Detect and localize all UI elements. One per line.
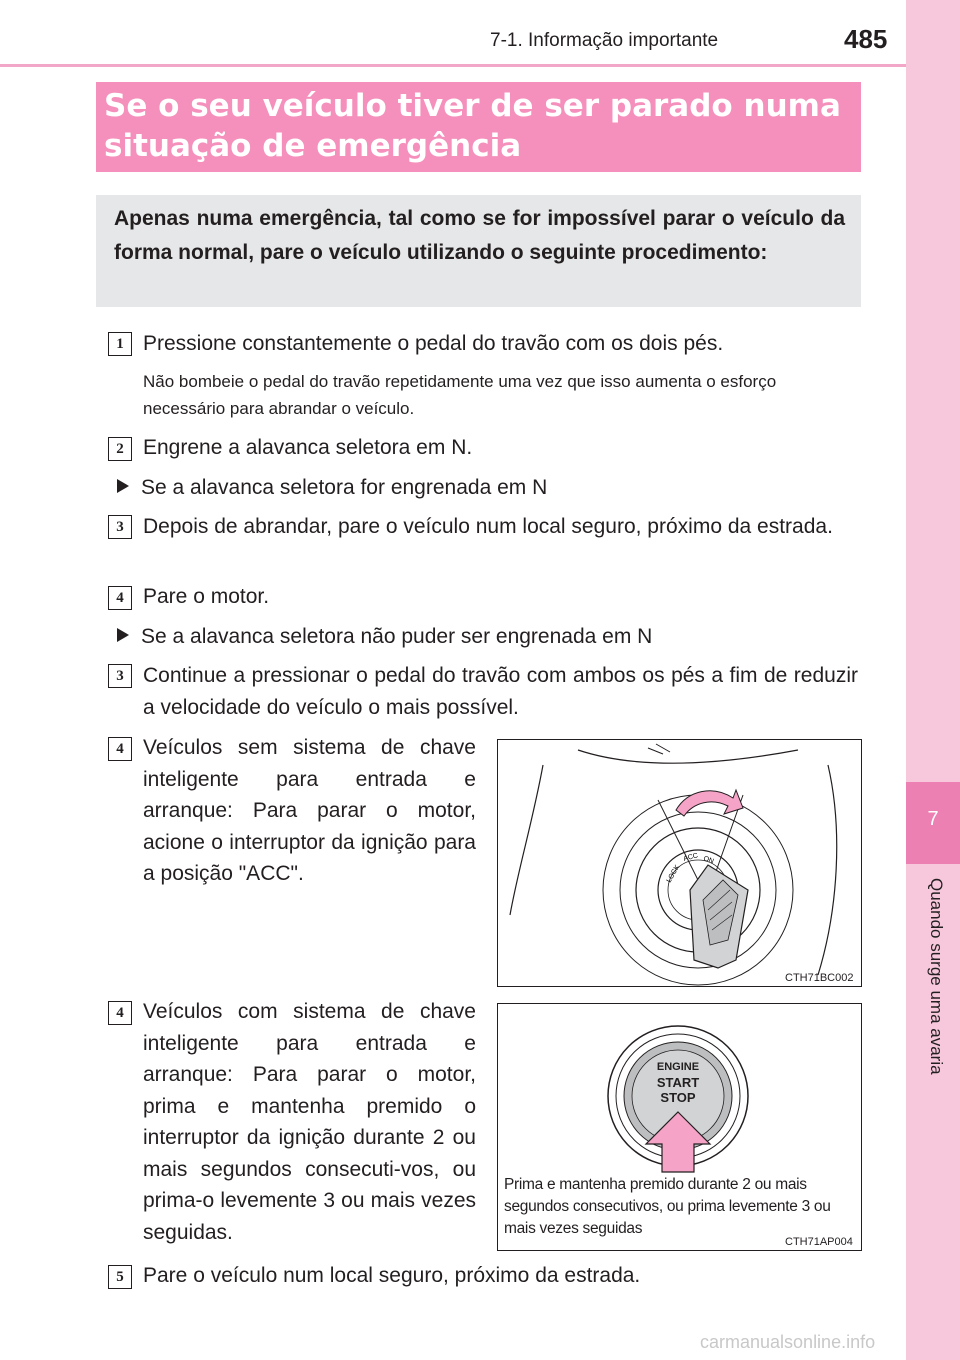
lock-label: LOCK [665, 863, 682, 884]
figure-2-caption: Prima e mantenha premido durante 2 ou mais segundos consecutivos, ou prima levemente 3 ou mais vezes seguidas [504, 1176, 831, 1237]
chapter-title: Quando surge uma avaria [927, 878, 946, 1075]
triangle-bullet-icon [117, 479, 129, 493]
condition-b [117, 621, 652, 653]
chapter-number: 7 [927, 808, 939, 830]
ignition-key-illustration [498, 740, 861, 986]
condition-b-text: Se a alavanca seletora não puder ser engrenada em N [141, 625, 653, 648]
section-heading [104, 86, 854, 166]
step-3b-text: Continue a pressionar o pedal do travão com ambos os pés a fim de reduzir a velocidade do veículo o mais possível. [143, 664, 858, 719]
figure-1-code: CTH71BC002 [785, 972, 854, 984]
engine-label: ENGINE [656, 1061, 700, 1073]
step-4b-text: Veículos sem sistema de chave inteligente para entrada e arranque: Para parar o motor, acione o interruptor da ignição para a posição "ACC". [143, 736, 476, 885]
start-label: START [656, 1075, 700, 1090]
step-number-4c: 4 [108, 1001, 132, 1025]
engine-switch-illustration [498, 1004, 861, 1174]
on-label: ON [702, 855, 715, 866]
condition-a [117, 472, 547, 504]
triangle-bullet-icon [117, 628, 129, 642]
step-number-1: 1 [108, 332, 132, 356]
intro-text: Apenas numa emergência, tal como se for impossível parar o veículo da forma normal, pare o veículo utilizando o seguinte procedimento: [114, 207, 845, 264]
condition-a-text: Se a alavanca seletora for engrenada em N [141, 476, 548, 499]
step-number-4a: 4 [108, 586, 132, 610]
step-1-note: Não bombeie o pedal do travão repetidamente uma vez que isso aumenta o esforço necessário para abrandar o veículo. [143, 372, 777, 418]
step-number-4b: 4 [108, 737, 132, 761]
step-1-text: Pressione constantemente o pedal do travão com os dois pés. [143, 332, 724, 355]
acc-label: ACC [682, 852, 699, 863]
step-number-5: 5 [108, 1265, 132, 1289]
step-number-2: 2 [108, 437, 132, 461]
header-rule [0, 64, 906, 67]
section-heading-line2: situação de emergência [104, 128, 522, 164]
stop-label: STOP [660, 1090, 696, 1105]
ignition-key-figure [497, 739, 862, 987]
step-number-3a: 3 [108, 515, 132, 539]
chapter-sidebar [906, 0, 960, 1360]
section-heading-line1: Se o seu veículo tiver de ser parado numa [104, 88, 841, 124]
figure-2-code: CTH71AP004 [785, 1236, 853, 1248]
step-3a-text: Depois de abrandar, pare o veículo num local seguro, próximo da estrada. [143, 515, 833, 538]
page-number: 485 [844, 24, 888, 54]
step-4c-text: Veículos com sistema de chave inteligente para entrada e arranque: Para parar o motor, prima e mantenha premido o interruptor da ignição durante 2 ou mais segundos consecuti-vos, ou prima-o levemente 3 ou mais vezes seguidas. [143, 1000, 476, 1244]
step-4a-text: Pare o motor. [143, 585, 270, 608]
section-title: 7-1. Informação importante [490, 30, 719, 51]
step-5-text: Pare o veículo num local seguro, próximo da estrada. [143, 1264, 641, 1287]
step-2-text: Engrene a alavanca seletora em N. [143, 436, 473, 459]
step-number-3b: 3 [108, 664, 132, 688]
engine-switch-figure [497, 1003, 862, 1251]
watermark: carmanualsonline.info [700, 1332, 876, 1352]
